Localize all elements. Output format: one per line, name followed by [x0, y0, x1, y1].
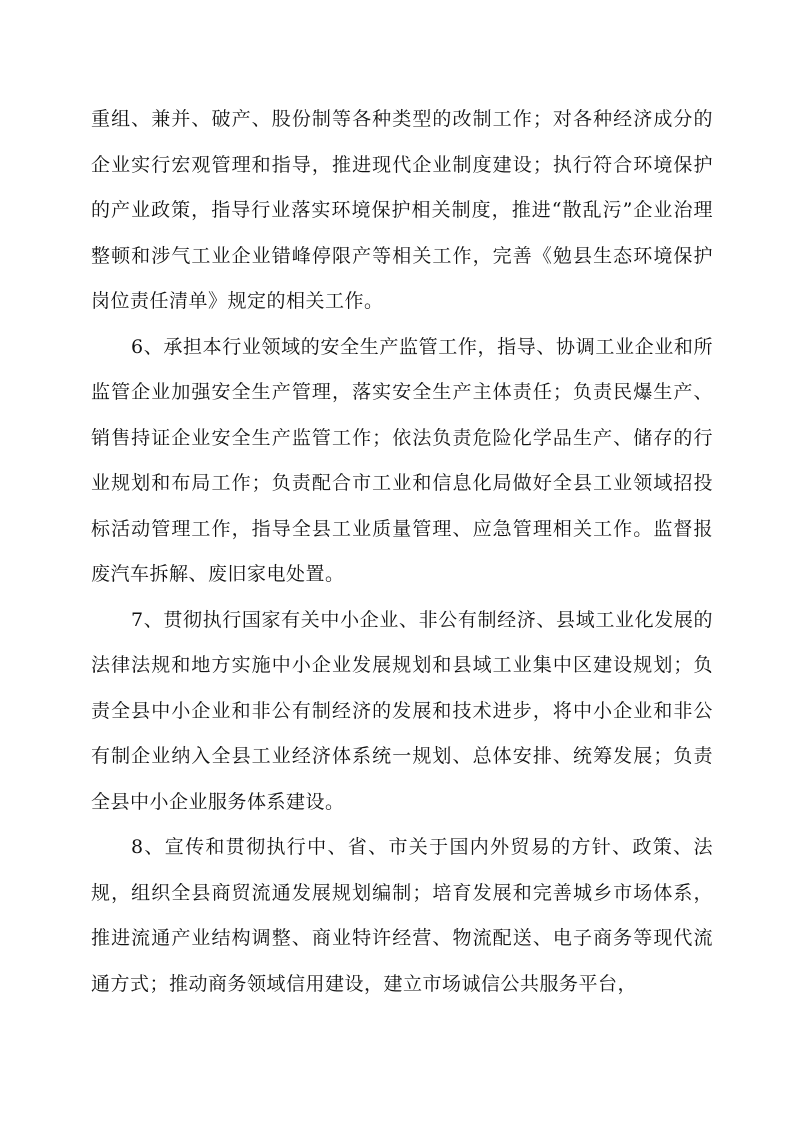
document-body [91, 97, 713, 1007]
paragraph-item-7-sme-development: 7、贯彻执行国家有关中小企业、非公有制经济、县域工业化发展的法律法规和地方实施中小企业发展规划和县域工业集中区建设规划；负责全县中小企业和非公有制经济的发展和技术进步，将中小企业和非公有制企业纳入全县工业经济体系统一规划、总体安排、统筹发展；负责全县中小企业服务体系建设。 [91, 608, 713, 813]
paragraph-item-8-trade-circulation: 8、宣传和贯彻执行中、省、市关于国内外贸易的方针、政策、法规，组织全县商贸流通发展规划编制；培育发展和完善城乡市场体系，推进流通产业结构调整、商业特许经营、物流配送、电子商务等现代流通方式；推动商务领域信用建设，建立市场诚信公共服务平台， [91, 836, 713, 995]
paragraph-continued-restructuring: 重组、兼并、破产、股份制等各种类型的改制工作；对各种经济成分的企业实行宏观管理和指导，推进现代企业制度建设；执行符合环境保护的产业政策，指导行业落实环境保护相关制度，推进“散乱污”企业治理整顿和涉气工业企业错峰停限产等相关工作，完善《勉县生态环境保护岗位责任清单》规定的相关工作。 [91, 108, 713, 312]
paragraph-item-6-safety-supervision: 6、承担本行业领域的安全生产监管工作，指导、协调工业企业和所监管企业加强安全生产管理，落实安全生产主体责任；负责民爆生产、销售持证企业安全生产监管工作；依法负责危险化学品生产、储存的行业规划和布局工作；负责配合市工业和信息化局做好全县工业领域招投标活动管理工作，指导全县工业质量管理、应急管理相关工作。监督报废汽车拆解、废旧家电处置。 [91, 335, 713, 585]
